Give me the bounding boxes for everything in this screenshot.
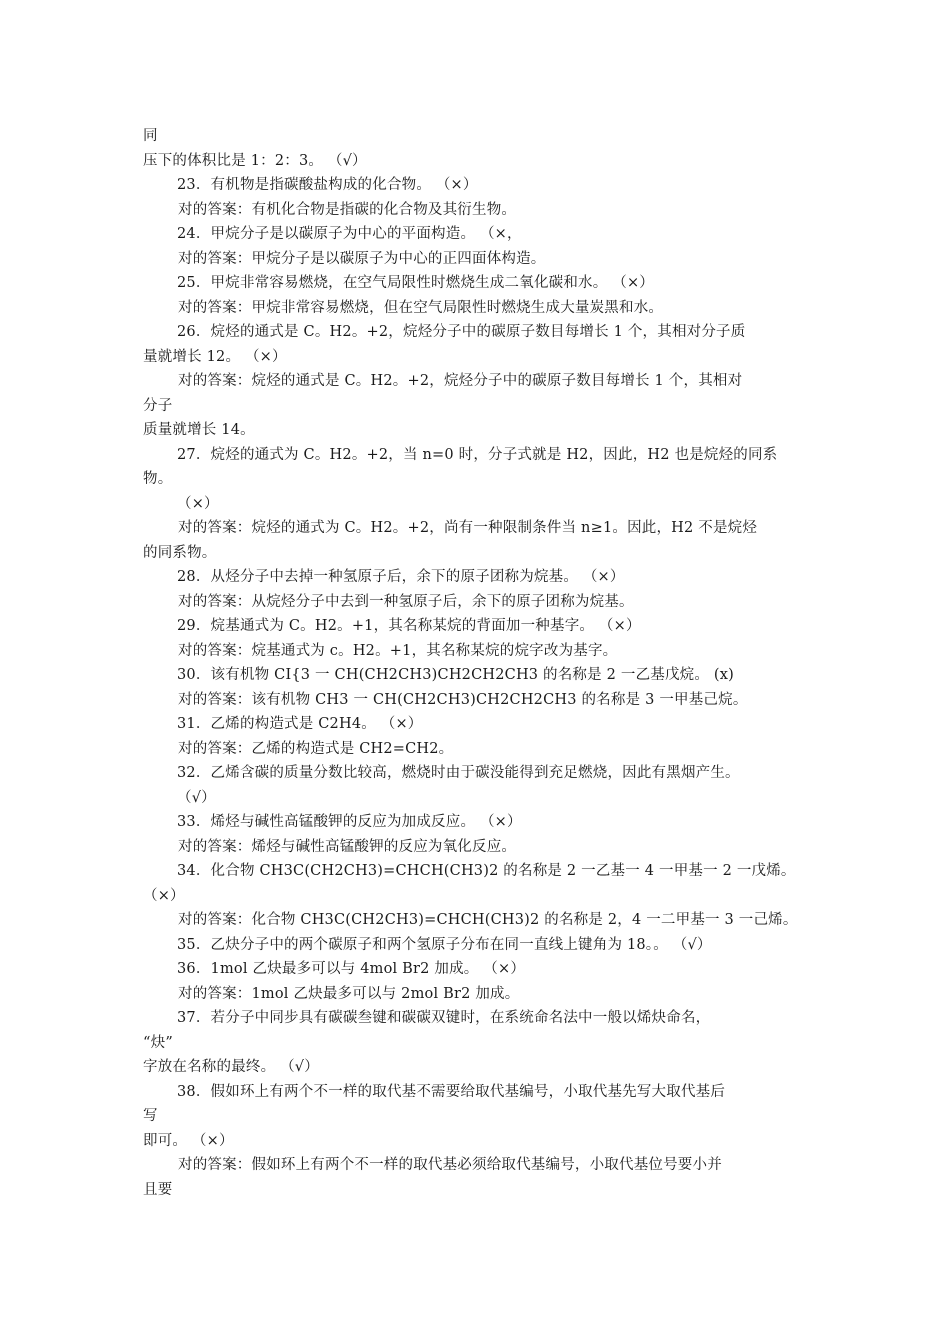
text-line: “炔” xyxy=(143,1034,173,1051)
text-line: 分子 xyxy=(143,397,173,414)
text-line: 同 xyxy=(143,128,158,144)
answer-25: 对的答案：甲烷非常容易燃烧，但在空气局限性时燃烧生成大量炭黑和水。 xyxy=(178,299,664,316)
text-line: 且要 xyxy=(143,1181,173,1198)
question-30: 30．该有机物 CI{3 一 CH(CH2CH3)CH2CH2CH3 的名称是 2 一乙基戊烷。 (x) xyxy=(177,667,734,683)
text-line: 量就增长 12。 （×） xyxy=(143,348,287,365)
question-31: 31．乙烯的构造式是 C2H4。 （×） xyxy=(177,716,423,732)
question-25: 25．甲烷非常容易燃烧，在空气局限性时燃烧生成二氧化碳和水。 （×） xyxy=(177,275,655,291)
text-line: （√） xyxy=(177,789,216,806)
question-27: 27．烷烃的通式为 C。H2。+2，当 n=0 时，分子式就是 H2，因此，H2 也是烷烃的同系 xyxy=(177,446,778,463)
text-line: 压下的体积比是 1：2：3。 （√） xyxy=(143,152,367,169)
document-body xyxy=(0,124,950,1202)
question-38: 38．假如环上有两个不一样的取代基不需要给取代基编号，小取代基先写大取代基后 xyxy=(177,1083,726,1100)
answer-26: 对的答案：烷烃的通式是 C。H2。+2，烷烃分子中的碳原子数目每增长 1 个，其相对 xyxy=(178,373,743,389)
answer-24: 对的答案：甲烷分子是以碳原子为中心的正四面体构造。 xyxy=(178,250,546,267)
question-37: 37．若分子中同步具有碳碳叁键和碳碳双键时，在系统命名法中一般以烯炔命名， xyxy=(177,1010,711,1026)
text-line: （×） xyxy=(143,887,185,904)
text-line: （×） xyxy=(177,495,219,512)
question-29: 29．烷基通式为 C。H2。+1，其名称某烷的背面加一种基字。 （×） xyxy=(177,618,641,634)
answer-30: 对的答案：该有机物 CH3 一 CH(CH2CH3)CH2CH2CH3 的名称是 3 一甲基己烷。 xyxy=(178,691,748,708)
text-line: 即可。 （×） xyxy=(143,1132,234,1149)
question-23: 23．有机物是指碳酸盐构成的化合物。 （×） xyxy=(177,177,478,193)
text-line: 字放在名称的最终。 （√） xyxy=(143,1059,319,1075)
answer-36: 对的答案：1mol 乙炔最多可以与 2mol Br2 加成。 xyxy=(178,985,520,1002)
answer-23: 对的答案：有机化合物是指碳的化合物及其衍生物。 xyxy=(178,201,517,218)
question-35: 35．乙炔分子中的两个碳原子和两个氢原子分布在同一直线上键角为 18。。 （√） xyxy=(177,936,712,953)
question-28: 28．从烃分子中去掉一种氢原子后，余下的原子团称为烷基。 （×） xyxy=(177,569,625,585)
text-line: 物。 xyxy=(143,471,173,487)
question-36: 36．1mol 乙炔最多可以与 4mol Br2 加成。 （×） xyxy=(177,961,526,977)
text-line: 写 xyxy=(143,1108,158,1124)
question-32: 32．乙烯含碳的质量分数比较高，燃烧时由于碳没能得到充足燃烧，因此有黑烟产生。 xyxy=(177,765,740,781)
answer-34: 对的答案：化合物 CH3C(CH2CH3)=CHCH(CH3)2 的名称是 2，4 一二甲基一 3 一己烯。 xyxy=(178,912,798,928)
text-line: 质量就增长 14。 xyxy=(143,422,255,438)
question-24: 24．甲烷分子是以碳原子为中心的平面构造。 （×， xyxy=(177,226,522,242)
question-34: 34．化合物 CH3C(CH2CH3)=CHCH(CH3)2 的名称是 2 一乙基一 4 一甲基一 2 一戊烯。 xyxy=(177,863,796,879)
answer-38: 对的答案：假如环上有两个不一样的取代基必须给取代基编号，小取代基位号要小并 xyxy=(178,1157,722,1173)
answer-28: 对的答案：从烷烃分子中去到一种氢原子后，余下的原子团称为烷基。 xyxy=(178,593,634,610)
question-33: 33．烯烃与碱性高锰酸钾的反应为加成反应。 （×） xyxy=(177,814,522,830)
answer-27: 对的答案：烷烃的通式为 C。H2。+2，尚有一种限制条件当 n≥1。因此，H2 不是烷烃 xyxy=(178,520,758,536)
text-line: 的同系物。 xyxy=(143,544,217,561)
question-26: 26．烷烃的通式是 C。H2。+2，烷烃分子中的碳原子数目每增长 1 个，其相对分子质 xyxy=(177,324,746,340)
answer-29: 对的答案：烷基通式为 c。H2。+1，其名称某烷的烷字改为基字。 xyxy=(178,642,618,659)
answer-33: 对的答案：烯烃与碱性高锰酸钾的反应为氧化反应。 xyxy=(178,838,517,855)
answer-31: 对的答案：乙烯的构造式是 CH2=CH2。 xyxy=(178,740,454,757)
